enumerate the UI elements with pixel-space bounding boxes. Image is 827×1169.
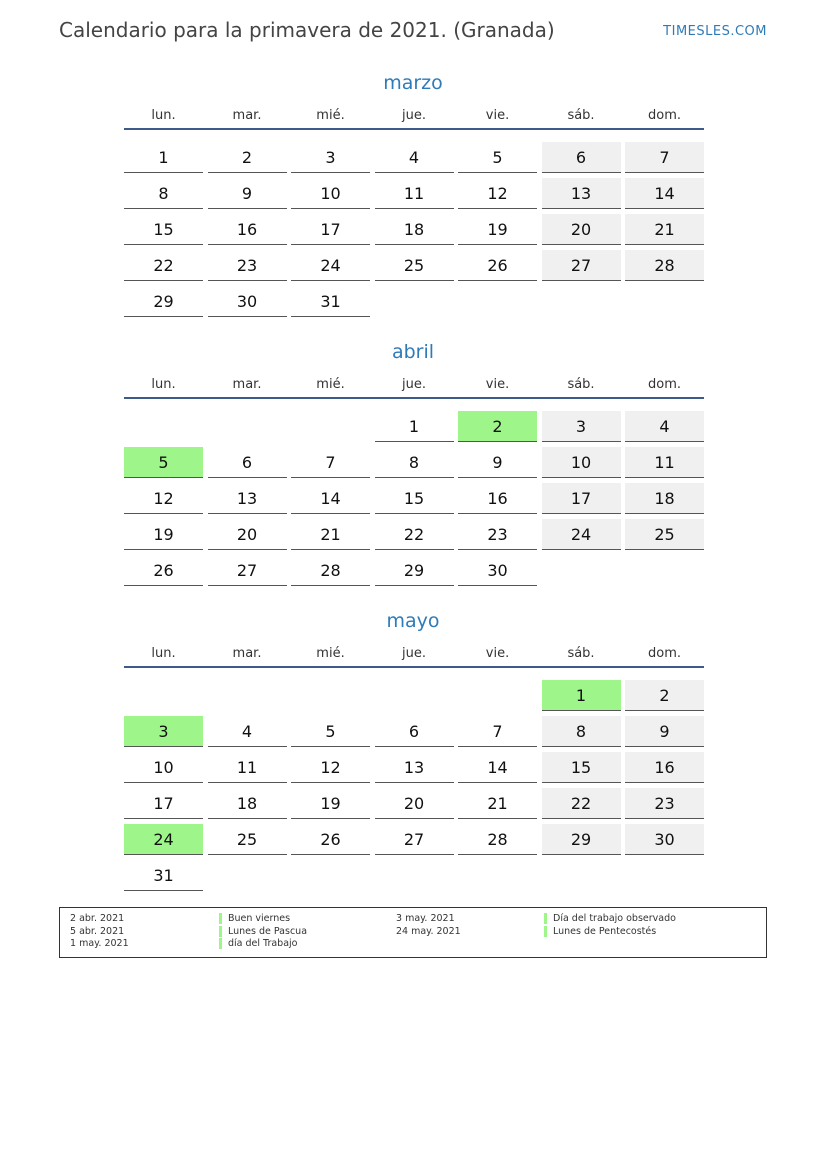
header-rule: [124, 397, 704, 399]
day-cell: 7: [625, 142, 704, 173]
weekday-label: mar.: [232, 646, 262, 661]
day-cell: 3: [542, 411, 621, 442]
day-cell: 19: [124, 519, 203, 550]
day-cell: 30: [625, 824, 704, 855]
day-cell: 23: [208, 250, 287, 281]
weekday-label: vie.: [485, 646, 510, 661]
weekday-label: dom.: [647, 377, 681, 392]
weekday-label: mar.: [232, 108, 262, 123]
day-cell: 5: [124, 447, 203, 478]
day-cell: 5: [291, 716, 370, 747]
weekday-label: lun.: [151, 646, 176, 661]
day-cell: 6: [375, 716, 454, 747]
day-cell: 17: [542, 483, 621, 514]
weekday-label: jue.: [402, 646, 426, 661]
weekday-label: lun.: [151, 377, 176, 392]
day-cell: 22: [375, 519, 454, 550]
legend-name: día del Trabajo: [219, 938, 297, 949]
day-cell: 17: [124, 788, 203, 819]
legend-date: 2 abr. 2021: [70, 913, 125, 924]
day-cell: 2: [625, 680, 704, 711]
day-cell: 13: [375, 752, 454, 783]
day-cell: 30: [208, 286, 287, 317]
day-cell: 23: [458, 519, 537, 550]
day-cell: 6: [542, 142, 621, 173]
legend-date: 5 abr. 2021: [70, 926, 125, 937]
day-cell: 17: [291, 214, 370, 245]
weekday-label: jue.: [402, 377, 426, 392]
month-title: marzo: [383, 72, 443, 94]
weekday-label: mié.: [316, 377, 345, 392]
day-cell: 25: [375, 250, 454, 281]
day-cell: 26: [458, 250, 537, 281]
day-cell: 7: [291, 447, 370, 478]
day-cell: 26: [124, 555, 203, 586]
weekday-label: mié.: [316, 646, 345, 661]
day-cell: 27: [208, 555, 287, 586]
day-cell: 31: [291, 286, 370, 317]
brand-link[interactable]: TIMESLES.COM: [663, 24, 767, 39]
day-cell: 2: [208, 142, 287, 173]
day-cell: 22: [542, 788, 621, 819]
holiday-legend: [59, 907, 767, 958]
legend-name: Lunes de Pascua: [219, 926, 307, 937]
day-cell: 8: [542, 716, 621, 747]
legend-date: 24 may. 2021: [396, 926, 461, 937]
day-cell: 4: [208, 716, 287, 747]
day-cell: 22: [124, 250, 203, 281]
legend-date: 1 may. 2021: [70, 938, 129, 949]
day-cell: 8: [124, 178, 203, 209]
day-cell: 16: [208, 214, 287, 245]
day-cell: 10: [124, 752, 203, 783]
day-cell: 6: [208, 447, 287, 478]
day-cell: 29: [542, 824, 621, 855]
legend-name: Lunes de Pentecostés: [544, 926, 656, 937]
day-cell: 29: [375, 555, 454, 586]
day-cell: 10: [542, 447, 621, 478]
weekday-label: dom.: [647, 646, 681, 661]
day-cell: 24: [542, 519, 621, 550]
weekday-label: lun.: [151, 108, 176, 123]
weekday-label: sáb.: [567, 108, 595, 123]
day-cell: 7: [458, 716, 537, 747]
legend-name: Día del trabajo observado: [544, 913, 676, 924]
weekday-label: mar.: [232, 377, 262, 392]
day-cell: 28: [291, 555, 370, 586]
day-cell: 23: [625, 788, 704, 819]
day-cell: 9: [458, 447, 537, 478]
day-cell: 14: [625, 178, 704, 209]
day-cell: 25: [625, 519, 704, 550]
header-rule: [124, 666, 704, 668]
day-cell: 12: [124, 483, 203, 514]
day-cell: 15: [375, 483, 454, 514]
weekday-label: vie.: [485, 377, 510, 392]
weekday-label: vie.: [485, 108, 510, 123]
day-cell: 8: [375, 447, 454, 478]
day-cell: 25: [208, 824, 287, 855]
day-cell: 1: [542, 680, 621, 711]
page-title: Calendario para la primavera de 2021. (Granada): [59, 18, 555, 42]
day-cell: 30: [458, 555, 537, 586]
day-cell: 29: [124, 286, 203, 317]
day-cell: 14: [291, 483, 370, 514]
day-cell: 9: [625, 716, 704, 747]
header-rule: [124, 128, 704, 130]
day-cell: 21: [458, 788, 537, 819]
day-cell: 28: [458, 824, 537, 855]
day-cell: 27: [375, 824, 454, 855]
day-cell: 16: [625, 752, 704, 783]
day-cell: 28: [625, 250, 704, 281]
day-cell: 4: [375, 142, 454, 173]
day-cell: 13: [208, 483, 287, 514]
day-cell: 18: [375, 214, 454, 245]
weekday-label: sáb.: [567, 377, 595, 392]
weekday-header: [122, 377, 704, 397]
day-cell: 20: [208, 519, 287, 550]
day-cell: 14: [458, 752, 537, 783]
day-cell: 12: [291, 752, 370, 783]
day-cell: 3: [291, 142, 370, 173]
day-cell: 19: [291, 788, 370, 819]
day-cell: 27: [542, 250, 621, 281]
weekday-header: [122, 646, 704, 666]
weekday-label: jue.: [402, 108, 426, 123]
day-cell: 24: [291, 250, 370, 281]
weekday-label: dom.: [647, 108, 681, 123]
day-cell: 19: [458, 214, 537, 245]
legend-date: 3 may. 2021: [396, 913, 455, 924]
month-title: abril: [391, 341, 435, 363]
day-cell: 21: [291, 519, 370, 550]
day-cell: 26: [291, 824, 370, 855]
day-cell: 5: [458, 142, 537, 173]
day-cell: 9: [208, 178, 287, 209]
day-cell: 1: [124, 142, 203, 173]
weekday-header: [122, 108, 704, 128]
day-cell: 21: [625, 214, 704, 245]
day-cell: 4: [625, 411, 704, 442]
day-cell: 10: [291, 178, 370, 209]
day-cell: 18: [208, 788, 287, 819]
day-cell: 31: [124, 860, 203, 891]
day-cell: 11: [625, 447, 704, 478]
day-cell: 1: [375, 411, 454, 442]
day-cell: 2: [458, 411, 537, 442]
day-cell: 20: [542, 214, 621, 245]
day-cell: 16: [458, 483, 537, 514]
weekday-label: sáb.: [567, 646, 595, 661]
day-cell: 13: [542, 178, 621, 209]
day-cell: 15: [542, 752, 621, 783]
day-cell: 24: [124, 824, 203, 855]
day-cell: 15: [124, 214, 203, 245]
day-cell: 11: [375, 178, 454, 209]
month-title: mayo: [386, 610, 440, 632]
day-cell: 12: [458, 178, 537, 209]
day-cell: 3: [124, 716, 203, 747]
day-cell: 18: [625, 483, 704, 514]
weekday-label: mié.: [316, 108, 345, 123]
day-cell: 11: [208, 752, 287, 783]
legend-name: Buen viernes: [219, 913, 290, 924]
day-cell: 20: [375, 788, 454, 819]
